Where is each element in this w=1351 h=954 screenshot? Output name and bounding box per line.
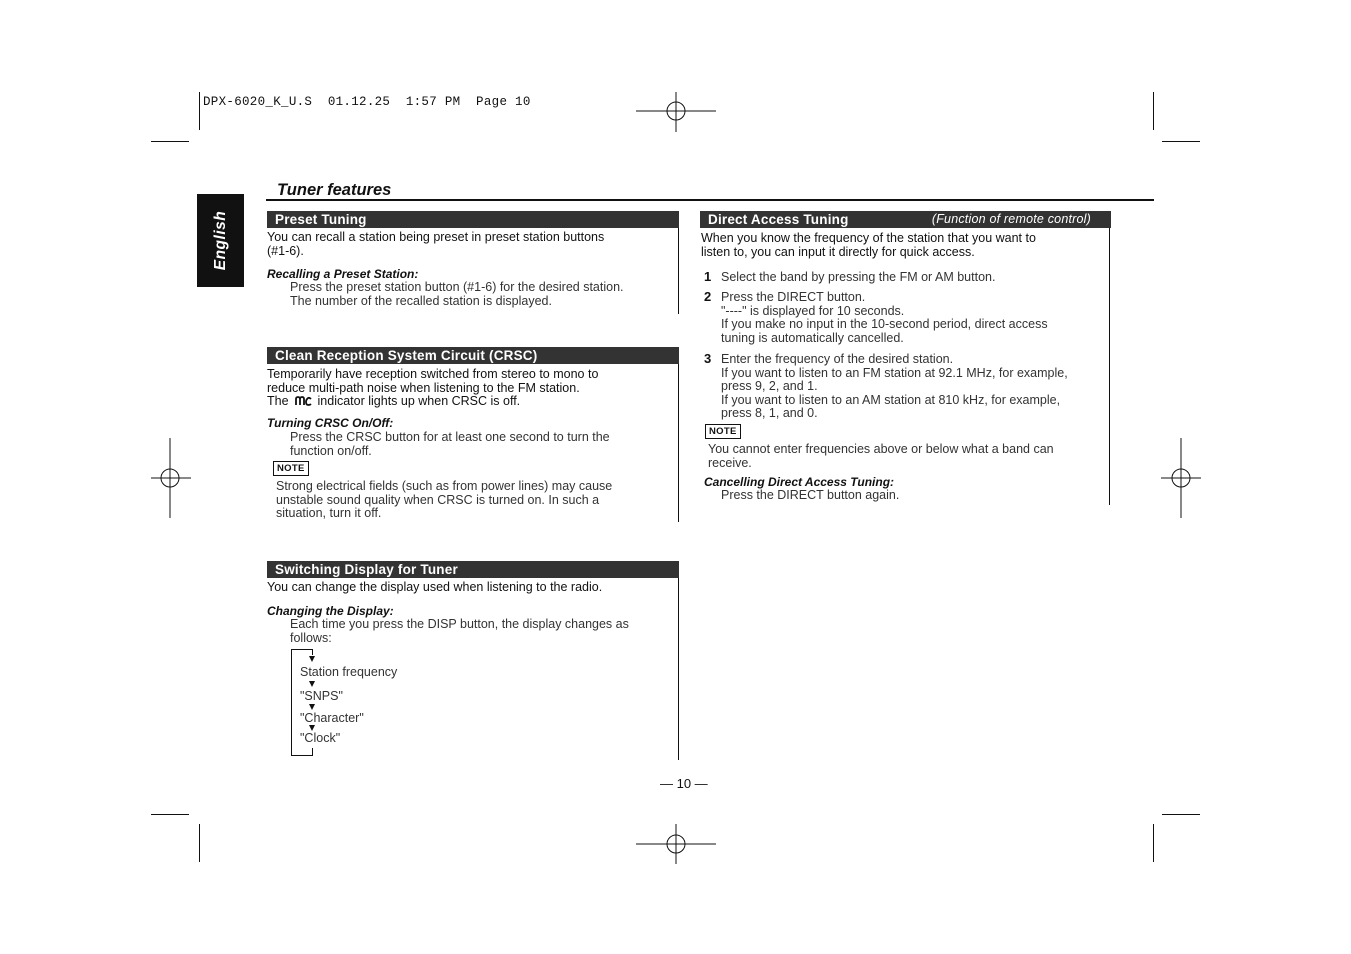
registration-mark-top bbox=[636, 92, 716, 132]
heading-text: Direct Access Tuning bbox=[708, 212, 849, 227]
cycle-arrow-down-icon bbox=[309, 704, 315, 710]
registration-mark-right bbox=[1161, 438, 1201, 518]
cycle-loop-line bbox=[312, 748, 313, 755]
text-line: You can recall a station being preset in preset station buttons bbox=[267, 230, 605, 244]
step-3-text bbox=[721, 353, 1068, 421]
column-rule bbox=[678, 228, 679, 314]
heading-text: Switching Display for Tuner bbox=[275, 562, 458, 577]
text-line: receive. bbox=[708, 455, 752, 470]
crop-mark bbox=[199, 824, 200, 862]
title-rule bbox=[266, 199, 1154, 201]
page-number: — 10 — bbox=[660, 776, 708, 791]
text-line: Strong electrical fields (such as from power lines) may cause bbox=[276, 479, 613, 493]
text-line: "----" is displayed for 10 seconds. bbox=[721, 303, 905, 318]
display-intro: You can change the display used when listening to the radio. bbox=[267, 580, 603, 594]
text-line: (#1-6). bbox=[267, 243, 304, 258]
heading-text: Preset Tuning bbox=[275, 212, 367, 227]
text-line: function on/off. bbox=[290, 443, 372, 458]
section-heading-switching-display bbox=[267, 561, 679, 578]
heading-note: (Function of remote control) bbox=[931, 212, 1091, 226]
section-heading-direct-access bbox=[700, 211, 1111, 228]
crop-mark bbox=[1162, 141, 1200, 142]
text-line: reduce multi-path noise when listening to the FM station. bbox=[267, 380, 580, 395]
text-line: Press the DIRECT button. bbox=[721, 290, 866, 304]
mono-indicator-icon bbox=[295, 396, 313, 406]
text-line: If you want to listen to an FM station at 92.1 MHz, for example, bbox=[721, 365, 1068, 380]
text-line: Temporarily have reception switched from stereo to mono to bbox=[267, 367, 599, 381]
step-number: 3 bbox=[704, 351, 712, 366]
text-line: You cannot enter frequencies above or below what a band can bbox=[708, 442, 1054, 456]
language-tab bbox=[197, 194, 244, 287]
step-number: 1 bbox=[704, 269, 712, 284]
section-heading-crsc bbox=[267, 347, 679, 364]
cycle-arrow-down-icon bbox=[309, 656, 315, 662]
crop-mark bbox=[1153, 92, 1154, 130]
text-line: When you know the frequency of the station that you want to bbox=[701, 231, 1036, 245]
subheading-recalling-preset: Recalling a Preset Station: bbox=[267, 267, 419, 281]
crop-mark bbox=[1162, 814, 1200, 815]
preset-intro bbox=[267, 231, 604, 258]
crsc-note bbox=[276, 480, 612, 521]
subheading-cancelling-direct: Cancelling Direct Access Tuning: bbox=[704, 475, 895, 489]
text-line: unstable sound quality when CRSC is turned on. In such a bbox=[276, 492, 600, 507]
step-number: 2 bbox=[704, 289, 712, 304]
column-rule bbox=[678, 578, 679, 760]
text-line: Select the band by pressing the FM or AM button. bbox=[721, 270, 996, 284]
cycle-item-character: "Character" bbox=[300, 711, 364, 725]
page-title: Tuner features bbox=[277, 181, 392, 199]
cycle-item-station-frequency: Station frequency bbox=[300, 665, 398, 679]
text-line: press 8, 1, and 0. bbox=[721, 406, 818, 420]
text-line: If you want to listen to an AM station at 810 kHz, for example, bbox=[721, 392, 1061, 407]
direct-cancel-body: Press the DIRECT button again. bbox=[721, 488, 900, 502]
direct-note bbox=[708, 443, 1054, 470]
crop-mark bbox=[199, 92, 200, 130]
preset-body bbox=[290, 281, 624, 308]
heading-text: Clean Reception System Circuit (CRSC) bbox=[275, 348, 538, 363]
cycle-item-clock: "Clock" bbox=[300, 731, 341, 745]
cycle-loop-line bbox=[291, 649, 292, 755]
text-fragment: The bbox=[267, 394, 289, 408]
direct-intro bbox=[701, 232, 1036, 259]
cycle-loop-line bbox=[291, 755, 313, 756]
cycle-arrow-down-icon bbox=[309, 681, 315, 687]
text-line: Press the preset station button (#1-6) for the desired station. bbox=[290, 280, 624, 294]
note-label: NOTE bbox=[273, 461, 309, 476]
crop-mark bbox=[151, 814, 189, 815]
cycle-loop-line bbox=[312, 649, 313, 655]
text-line: situation, turn it off. bbox=[276, 506, 382, 520]
text-line: Each time you press the DISP button, the display changes as bbox=[290, 617, 629, 631]
crsc-body bbox=[290, 431, 610, 458]
crop-mark bbox=[151, 141, 189, 142]
text-line: Enter the frequency of the desired station. bbox=[721, 352, 954, 366]
text-fragment: indicator lights up when CRSC is off. bbox=[317, 394, 521, 408]
subheading-turning-crsc: Turning CRSC On/Off: bbox=[267, 416, 394, 430]
column-rule bbox=[1109, 228, 1110, 505]
note-label: NOTE bbox=[705, 424, 741, 439]
registration-mark-bottom bbox=[636, 824, 716, 864]
print-job-header: DPX-6020_K_U.S 01.12.25 1:57 PM Page 10 bbox=[203, 95, 531, 109]
step-2-text bbox=[721, 291, 1048, 345]
language-tab-label: English bbox=[211, 210, 229, 271]
registration-mark-left bbox=[151, 438, 191, 518]
text-line: listen to, you can input it directly for quick access. bbox=[701, 244, 975, 259]
step-1-text bbox=[721, 271, 995, 285]
text-line: tuning is automatically cancelled. bbox=[721, 330, 904, 345]
subheading-changing-display: Changing the Display: bbox=[267, 604, 394, 618]
text-line: press 9, 2, and 1. bbox=[721, 379, 818, 393]
crsc-intro bbox=[267, 368, 598, 409]
crop-mark bbox=[1153, 824, 1154, 862]
cycle-item-snps: "SNPS" bbox=[300, 689, 343, 703]
column-rule bbox=[678, 364, 679, 522]
cycle-loop-line bbox=[291, 649, 312, 650]
text-line bbox=[267, 395, 598, 409]
text-line: follows: bbox=[290, 630, 332, 645]
text-line: The number of the recalled station is displayed. bbox=[290, 293, 552, 308]
text-line: Press the CRSC button for at least one second to turn the bbox=[290, 430, 610, 444]
section-heading-preset-tuning bbox=[267, 211, 679, 228]
display-body bbox=[290, 618, 629, 645]
text-line: If you make no input in the 10-second period, direct access bbox=[721, 317, 1048, 331]
